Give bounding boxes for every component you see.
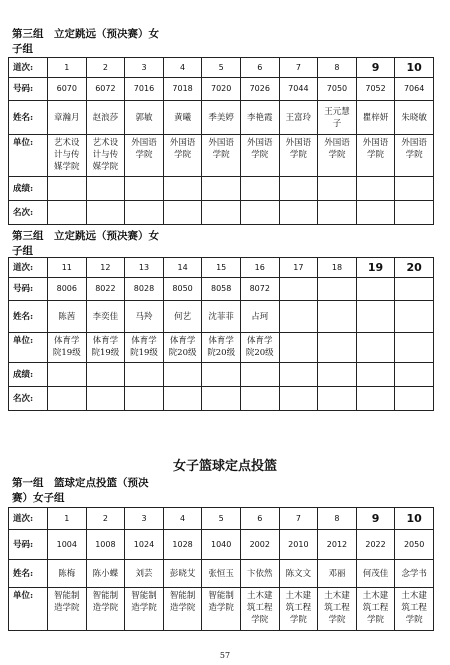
- result-cell[interactable]: [356, 177, 395, 201]
- name-cell: 马羚: [125, 301, 164, 333]
- name-cell: 季美婷: [202, 101, 241, 135]
- name-cell: 念学书: [395, 560, 434, 588]
- unit-cell: 体育学院19级: [125, 333, 164, 363]
- section3-lane-row: [9, 508, 434, 530]
- bib-cell: 2002: [240, 530, 279, 560]
- section1-title: [12, 27, 159, 57]
- rank-cell[interactable]: [356, 387, 395, 411]
- unit-cell: 体育学院20级: [202, 333, 241, 363]
- name-cell: 何茂佳: [356, 560, 395, 588]
- lane-cell: 12: [86, 258, 125, 278]
- name-cell: 陈梅: [48, 560, 87, 588]
- name-label: 姓名:: [9, 301, 48, 333]
- unit-label: 单位:: [9, 135, 48, 177]
- rank-cell[interactable]: [48, 201, 87, 225]
- section3-title: [12, 476, 149, 506]
- name-cell: 沈菲菲: [202, 301, 241, 333]
- rank-cell[interactable]: [202, 387, 241, 411]
- unit-cell: 外国语学院: [356, 135, 395, 177]
- section2-title: [12, 229, 159, 259]
- unit-cell: 土木建筑工程学院: [318, 588, 357, 631]
- name-cell: 邓丽: [318, 560, 357, 588]
- name-cell: 占珂: [240, 301, 279, 333]
- bib-cell: 7064: [395, 78, 434, 101]
- section1-unit-row: [9, 135, 434, 177]
- unit-cell: 土木建筑工程学院: [240, 588, 279, 631]
- unit-cell: 土木建筑工程学院: [279, 588, 318, 631]
- lane-cell: 20: [395, 258, 434, 278]
- section3-unit-row: [9, 588, 434, 631]
- result-cell[interactable]: [163, 363, 202, 387]
- section3-name-row: [9, 560, 434, 588]
- section2-name-row: [9, 301, 434, 333]
- result-cell[interactable]: [318, 363, 357, 387]
- lane-cell: 2: [86, 58, 125, 78]
- rank-cell[interactable]: [279, 387, 318, 411]
- lane-cell: 1: [48, 508, 87, 530]
- unit-cell: [356, 333, 395, 363]
- name-cell: 陈文文: [279, 560, 318, 588]
- page-number: 57: [219, 651, 231, 660]
- section3-bib-row: [9, 530, 434, 560]
- result-label: 成绩:: [9, 363, 48, 387]
- result-cell[interactable]: [125, 177, 164, 201]
- bib-cell: 2050: [395, 530, 434, 560]
- lane-cell: 9: [356, 508, 395, 530]
- lane-cell: 5: [202, 508, 241, 530]
- unit-cell: [279, 333, 318, 363]
- bib-cell: 7026: [240, 78, 279, 101]
- bib-cell: 7044: [279, 78, 318, 101]
- lane-cell: 6: [240, 58, 279, 78]
- result-cell[interactable]: [279, 177, 318, 201]
- lane-label: 道次:: [9, 58, 48, 78]
- lane-cell: 11: [48, 258, 87, 278]
- lane-cell: 14: [163, 258, 202, 278]
- name-cell: [318, 301, 357, 333]
- section1-title-line1: 第三组 立定跳远（预决赛）女: [12, 28, 159, 40]
- section1-bib-row: [9, 78, 434, 101]
- unit-cell: 智能制造学院: [202, 588, 241, 631]
- result-cell[interactable]: [279, 363, 318, 387]
- unit-cell: 外国语学院: [202, 135, 241, 177]
- unit-cell: 外国语学院: [163, 135, 202, 177]
- bib-cell: 1028: [163, 530, 202, 560]
- unit-cell: 体育学院19级: [86, 333, 125, 363]
- name-cell: 黄曦: [163, 101, 202, 135]
- section2-title-line2: 子组: [12, 245, 33, 257]
- result-cell[interactable]: [163, 177, 202, 201]
- bib-cell: 6070: [48, 78, 87, 101]
- bib-label: 号码:: [9, 78, 48, 101]
- bib-cell: 7018: [163, 78, 202, 101]
- result-cell[interactable]: [125, 363, 164, 387]
- section2-result-row: [9, 363, 434, 387]
- rank-cell[interactable]: [318, 201, 357, 225]
- event-title: 女子篮球定点投篮: [172, 459, 277, 474]
- bib-cell: 7016: [125, 78, 164, 101]
- lane-cell: 4: [163, 508, 202, 530]
- section2-rank-row: [9, 387, 434, 411]
- rank-cell[interactable]: [240, 201, 279, 225]
- unit-cell: 体育学院20级: [240, 333, 279, 363]
- unit-cell: 外国语学院: [240, 135, 279, 177]
- name-cell: 赵浪莎: [86, 101, 125, 135]
- section1-name-row: [9, 101, 434, 135]
- section2-lane-row: [9, 258, 434, 278]
- name-cell: 刘芸: [125, 560, 164, 588]
- bib-cell: 7020: [202, 78, 241, 101]
- bib-label: 号码:: [9, 278, 48, 301]
- lane-cell: 8: [318, 508, 357, 530]
- section2-table: [8, 257, 434, 411]
- section1-lane-row: [9, 58, 434, 78]
- lane-cell: 13: [125, 258, 164, 278]
- result-cell[interactable]: [240, 177, 279, 201]
- result-cell[interactable]: [86, 363, 125, 387]
- rank-cell[interactable]: [318, 387, 357, 411]
- bib-cell: 1008: [86, 530, 125, 560]
- section3-title-line1: 第一组 篮球定点投篮（预决: [12, 477, 149, 489]
- unit-cell: 体育学院19级: [48, 333, 87, 363]
- lane-cell: 5: [202, 58, 241, 78]
- lane-cell: 3: [125, 58, 164, 78]
- result-cell[interactable]: [202, 363, 241, 387]
- name-cell: 李艳霞: [240, 101, 279, 135]
- bib-cell: 7052: [356, 78, 395, 101]
- unit-cell: 土木建筑工程学院: [395, 588, 434, 631]
- bib-cell: 2022: [356, 530, 395, 560]
- name-label: 姓名:: [9, 560, 48, 588]
- rank-cell[interactable]: [202, 201, 241, 225]
- bib-cell: 8058: [202, 278, 241, 301]
- unit-cell: 外国语学院: [125, 135, 164, 177]
- lane-cell: 7: [279, 58, 318, 78]
- name-cell: 章瀚月: [48, 101, 87, 135]
- rank-label: 名次:: [9, 201, 48, 225]
- lane-cell: 19: [356, 258, 395, 278]
- name-cell: 李奕佳: [86, 301, 125, 333]
- bib-cell: 8006: [48, 278, 87, 301]
- result-cell[interactable]: [318, 177, 357, 201]
- unit-cell: 外国语学院: [318, 135, 357, 177]
- name-cell: 朱晓敏: [395, 101, 434, 135]
- lane-label: 道次:: [9, 258, 48, 278]
- section2-bib-row: [9, 278, 434, 301]
- rank-cell[interactable]: [48, 387, 87, 411]
- result-cell[interactable]: [48, 363, 87, 387]
- name-cell: [279, 301, 318, 333]
- bib-cell: 1040: [202, 530, 241, 560]
- lane-cell: 6: [240, 508, 279, 530]
- bib-cell: [318, 278, 357, 301]
- unit-cell: 外国语学院: [395, 135, 434, 177]
- unit-cell: 外国语学院: [279, 135, 318, 177]
- name-cell: 陈茜: [48, 301, 87, 333]
- result-cell[interactable]: [395, 177, 434, 201]
- lane-cell: 10: [395, 58, 434, 78]
- lane-cell: 3: [125, 508, 164, 530]
- rank-cell[interactable]: [86, 201, 125, 225]
- bib-cell: 7050: [318, 78, 357, 101]
- rank-cell[interactable]: [356, 201, 395, 225]
- result-label: 成绩:: [9, 177, 48, 201]
- result-cell[interactable]: [202, 177, 241, 201]
- rank-cell[interactable]: [86, 387, 125, 411]
- result-cell[interactable]: [356, 363, 395, 387]
- unit-cell: [318, 333, 357, 363]
- result-cell[interactable]: [395, 363, 434, 387]
- name-cell: 陈小蝶: [86, 560, 125, 588]
- unit-cell: 土木建筑工程学院: [356, 588, 395, 631]
- section1-table: [8, 57, 434, 225]
- name-cell: 何艺: [163, 301, 202, 333]
- section1-title-line2: 子组: [12, 43, 33, 55]
- bib-cell: 1024: [125, 530, 164, 560]
- lane-cell: 9: [356, 58, 395, 78]
- rank-cell[interactable]: [125, 387, 164, 411]
- section3-title-line2: 赛）女子组: [12, 492, 65, 504]
- name-cell: 王富玲: [279, 101, 318, 135]
- name-cell: 郭敏: [125, 101, 164, 135]
- result-cell[interactable]: [86, 177, 125, 201]
- lane-cell: 15: [202, 258, 241, 278]
- unit-label: 单位:: [9, 588, 48, 631]
- result-cell[interactable]: [48, 177, 87, 201]
- bib-cell: 2010: [279, 530, 318, 560]
- result-cell[interactable]: [240, 363, 279, 387]
- lane-cell: 1: [48, 58, 87, 78]
- name-label: 姓名:: [9, 101, 48, 135]
- unit-cell: 体育学院20级: [163, 333, 202, 363]
- bib-cell: 8050: [163, 278, 202, 301]
- rank-cell[interactable]: [395, 387, 434, 411]
- bib-cell: [279, 278, 318, 301]
- bib-cell: [395, 278, 434, 301]
- bib-cell: 8022: [86, 278, 125, 301]
- unit-cell: 艺术设计与传媒学院: [48, 135, 87, 177]
- unit-cell: 艺术设计与传媒学院: [86, 135, 125, 177]
- bib-label: 号码:: [9, 530, 48, 560]
- unit-cell: 智能制造学院: [48, 588, 87, 631]
- lane-cell: 4: [163, 58, 202, 78]
- section2-title-line1: 第三组 立定跳远（预决赛）女: [12, 230, 159, 242]
- lane-cell: 10: [395, 508, 434, 530]
- rank-cell[interactable]: [163, 201, 202, 225]
- bib-cell: 1004: [48, 530, 87, 560]
- lane-cell: 8: [318, 58, 357, 78]
- section1-rank-row: [9, 201, 434, 225]
- lane-cell: 18: [318, 258, 357, 278]
- rank-cell[interactable]: [279, 201, 318, 225]
- unit-cell: [395, 333, 434, 363]
- bib-cell: 8028: [125, 278, 164, 301]
- rank-label: 名次:: [9, 387, 48, 411]
- unit-cell: 智能制造学院: [86, 588, 125, 631]
- bib-cell: 8072: [240, 278, 279, 301]
- unit-cell: 智能制造学院: [125, 588, 164, 631]
- lane-cell: 7: [279, 508, 318, 530]
- lane-cell: 2: [86, 508, 125, 530]
- bib-cell: 2012: [318, 530, 357, 560]
- lane-cell: 17: [279, 258, 318, 278]
- lane-label: 道次:: [9, 508, 48, 530]
- name-cell: [356, 301, 395, 333]
- rank-cell[interactable]: [240, 387, 279, 411]
- rank-cell[interactable]: [163, 387, 202, 411]
- bib-cell: [356, 278, 395, 301]
- name-cell: 张恒玉: [202, 560, 241, 588]
- section1-result-row: [9, 177, 434, 201]
- section3-table: [8, 507, 434, 631]
- rank-cell[interactable]: [125, 201, 164, 225]
- bib-cell: 6072: [86, 78, 125, 101]
- name-cell: 瞿梓妍: [356, 101, 395, 135]
- unit-label: 单位:: [9, 333, 48, 363]
- lane-cell: 16: [240, 258, 279, 278]
- unit-cell: 智能制造学院: [163, 588, 202, 631]
- name-cell: 彭晓艾: [163, 560, 202, 588]
- rank-cell[interactable]: [395, 201, 434, 225]
- section2-unit-row: [9, 333, 434, 363]
- name-cell: 王元慧子: [318, 101, 357, 135]
- name-cell: [395, 301, 434, 333]
- name-cell: 卞依然: [240, 560, 279, 588]
